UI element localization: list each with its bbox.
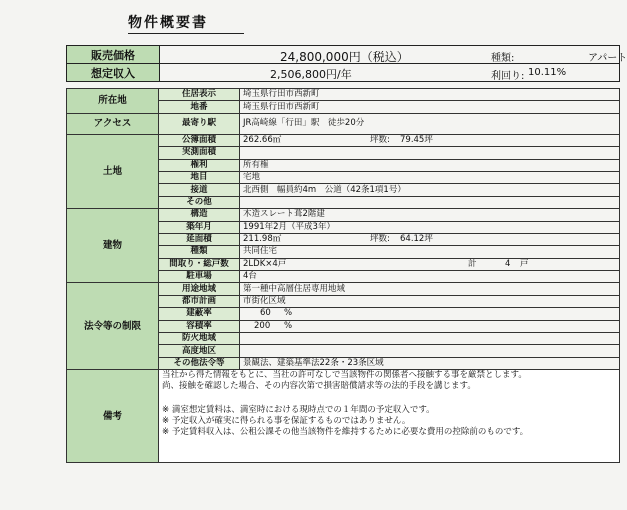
document-title: 物件概要書 (128, 12, 244, 34)
total-unit: 戸 (520, 258, 529, 269)
fire-label: 防火地域 (159, 333, 240, 345)
total-value: 4 (505, 258, 511, 269)
floor-area-cell (240, 233, 620, 245)
layout-value: 2LDK×4戸 (243, 258, 287, 269)
public-area-label: 公簿面積 (159, 134, 240, 146)
address-value: 埼玉県行田市西新町 (240, 89, 620, 101)
access-row (67, 113, 620, 134)
structure-value: 木造スレート葺2階建 (240, 209, 620, 221)
remark-line (162, 392, 616, 405)
fire-value (240, 333, 620, 345)
remark-line: ※ 満室想定賃料は、満室時における現時点での１年間の予定収入です。 (162, 405, 435, 416)
parking-value: 4台 (240, 271, 620, 283)
price-cell (160, 46, 627, 64)
yield-value: 10.11% (528, 67, 567, 78)
category-value: 宅地 (240, 171, 620, 183)
location-row-1 (67, 89, 620, 101)
far-unit: % (284, 320, 293, 331)
total-label: 計 (468, 258, 477, 269)
land-row-1 (67, 134, 620, 146)
measured-value (240, 147, 620, 159)
coverage-label: 建蔽率 (159, 308, 240, 320)
rights-value: 所有権 (240, 159, 620, 171)
floor-tsubo-value: 64.12坪 (400, 233, 433, 244)
building-row-1 (67, 209, 620, 221)
zoning-label: 用途地域 (159, 283, 240, 295)
remarks-row (67, 370, 620, 463)
rights-label: 権利 (159, 159, 240, 171)
address-label: 住居表示 (159, 89, 240, 101)
remark-line: ※ 予定収入が確実に得られる事を保証するものではありません。 (162, 416, 411, 427)
land-label: 土地 (67, 134, 159, 208)
price-value: 24,800,000円（税込） (280, 50, 409, 64)
details-table (66, 88, 620, 463)
city-plan-label: 都市計画 (159, 295, 240, 307)
yield-label: 利回り: (491, 71, 525, 82)
measured-label: 実測面積 (159, 147, 240, 159)
floor-area-value: 211.98㎡ (243, 234, 282, 245)
remark-line: 尚、接触を確認した場合、その内容次第で損害賠償請求等の法的手段を講じます。 (162, 381, 476, 392)
access-label: アクセス (67, 113, 159, 134)
remark-line: ※ 予定賃料収入は、公租公課その他当該物件を維持するために必要な費用の控除前のものです。 (162, 427, 529, 438)
far-value: 200 (254, 320, 271, 331)
lot-value: 埼玉県行田市西新町 (240, 101, 620, 113)
income-label: 想定収入 (67, 64, 160, 82)
structure-label: 構造 (159, 209, 240, 221)
remarks-notes (159, 370, 620, 463)
price-row (67, 46, 620, 64)
category-label: 地目 (159, 171, 240, 183)
layout-label: 間取り・総戸数 (159, 258, 240, 270)
road-label: 接道 (159, 184, 240, 196)
floor-area-label: 延面積 (159, 233, 240, 245)
station-value: JR高崎線「行田」駅 徒歩20分 (240, 113, 620, 134)
remarks-label: 備考 (67, 370, 159, 463)
layout-cell (240, 258, 620, 270)
coverage-unit: % (284, 308, 293, 319)
public-area-value: 262.66㎡ (243, 134, 282, 145)
station-label: 最寄り駅 (159, 113, 240, 134)
lot-label: 地番 (159, 101, 240, 113)
coverage-value: 60 (260, 308, 271, 319)
built-value: 1991年2月（平成3年） (240, 221, 620, 233)
building-type-value: 共同住宅 (240, 246, 620, 258)
type-label: 種類: (491, 53, 515, 64)
zoning-value: 第一種中高層住居専用地域 (240, 283, 620, 295)
summary-table (66, 45, 627, 82)
building-label: 建物 (67, 209, 159, 283)
city-plan-value: 市街化区域 (240, 295, 620, 307)
type-value: アパート (588, 53, 627, 64)
land-other-value (240, 196, 620, 208)
regulations-row-1 (67, 283, 620, 295)
building-type-label: 種類 (159, 246, 240, 258)
public-area-cell (240, 134, 620, 146)
income-value: 2,506,800円/年 (270, 68, 352, 81)
reg-other-label: その他法令等 (159, 357, 240, 369)
coverage-cell (240, 308, 620, 320)
road-value: 北西側 幅員約4m 公道（42条1項1号） (240, 184, 620, 196)
far-cell (240, 320, 620, 332)
height-label: 高度地区 (159, 345, 240, 357)
far-label: 容積率 (159, 320, 240, 332)
floor-tsubo-label: 坪数: (370, 233, 390, 244)
public-tsubo-value: 79.45坪 (400, 134, 433, 145)
public-tsubo-label: 坪数: (370, 134, 390, 145)
income-cell (160, 64, 620, 82)
location-label: 所在地 (67, 89, 159, 114)
income-row (67, 64, 620, 82)
regulations-label: 法令等の制限 (67, 283, 159, 370)
built-label: 築年月 (159, 221, 240, 233)
land-other-label: その他 (159, 196, 240, 208)
price-label: 販売価格 (67, 46, 160, 64)
remark-line: 当社から得た情報をもとに、当社の許可なしで当該物件の関係者へ接触する事を厳禁とします。 (162, 370, 527, 381)
parking-label: 駐車場 (159, 271, 240, 283)
reg-other-value: 景観法、建築基準法22条・23条区域 (240, 357, 620, 369)
height-value (240, 345, 620, 357)
